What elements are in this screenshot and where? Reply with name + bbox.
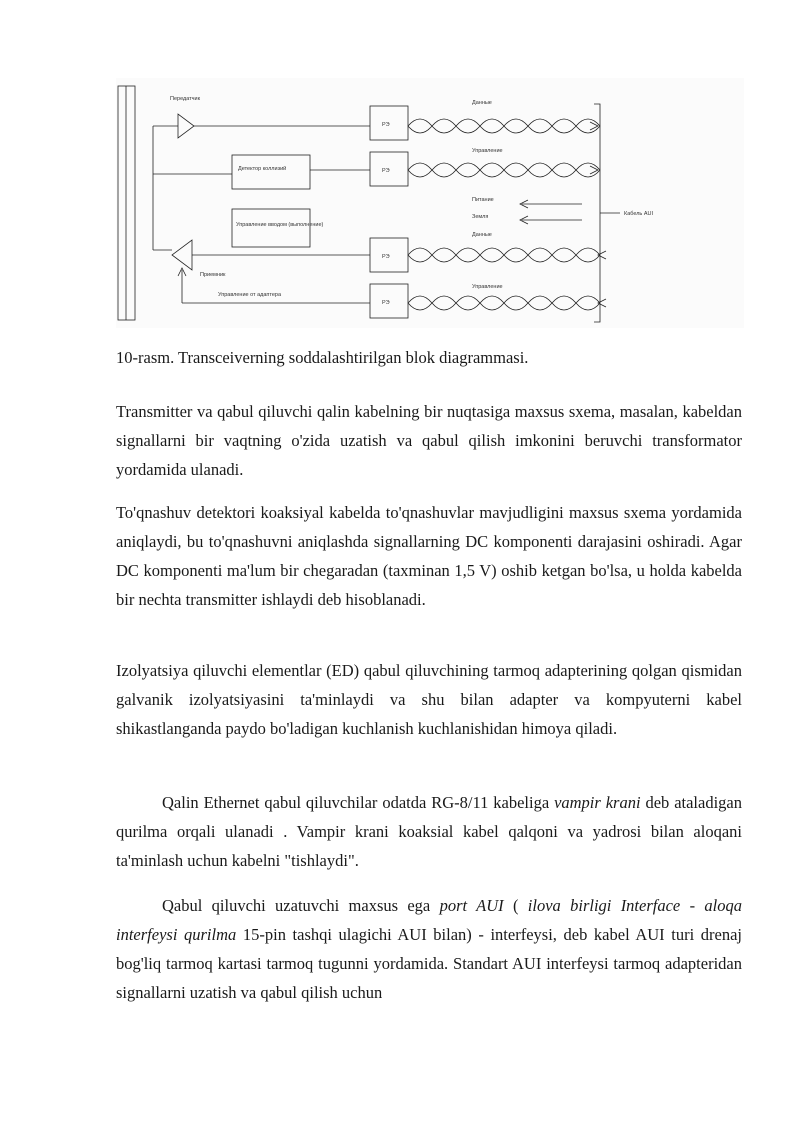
label-aui-cable: Кабель AUI	[624, 211, 653, 217]
p5-text-e: 15-pin tashqi ulagichi AUI bilan) - interfeysi, deb kabel AUI turi drenaj bog'liq tarmoq kartasi tarmoq tugunni yordamida. Standart AUI interfeysi tarmoq adapteridan signallarni uzatish va qabul qilish uchun	[116, 925, 743, 1002]
coax-cable	[118, 86, 135, 320]
label-transmitter: Передатчик	[170, 96, 201, 102]
label-iso-4: РЭ	[382, 300, 390, 306]
label-detector: Детектор коллизий	[238, 166, 287, 172]
paragraph-isolation: Izolyatsiya qiluvchi elementlar (ED) qabul qiluvchining tarmoq adapterining qolgan qismidan galvanik izolyatsiyasini ta'minlaydi va shu bilan adapter va kompyuterni kabel shikastlanganda paydo bo'ladigan kuchlanish kuchlanishidan himoya qiladi.	[116, 661, 742, 738]
p5-text-a: Qabul qiluvchi uzatuvchi maxsus ega	[162, 896, 440, 915]
label-power: Питание	[472, 197, 494, 203]
control-box	[232, 209, 310, 247]
label-data-out: Данные	[472, 100, 492, 106]
paragraph-transmitter: Transmitter va qabul qiluvchi qalin kabelning bir nuqtasiga maxsus sxema, masalan, kabeldan signallarni bir vaqtning o'zida uzatish va qabul qilish imkonini beruvchi transformator yordamida ulanadi.	[116, 402, 742, 479]
twisted-pair-4	[408, 296, 600, 310]
p4-text-start: Qalin Ethernet qabul qiluvchilar odatda RG-8/11 kabeliga	[162, 793, 555, 812]
label-control-out: Управление	[472, 148, 503, 154]
label-iso-3: РЭ	[382, 254, 390, 260]
receiver-triangle	[172, 240, 192, 270]
label-control-in: Управление	[472, 284, 503, 290]
label-receiver: Приемник	[200, 272, 226, 278]
p5-italic-port: port AUI	[439, 896, 504, 915]
twisted-pair-3	[408, 248, 600, 262]
diagram-svg	[116, 78, 744, 328]
p5-italic-interface: ilova birligi Interface - aloqa interfeysi qurilma	[116, 896, 742, 944]
p4-text-end: deb ataladigan qurilma orqali ulanadi . Vampir krani koaksial kabel qalqoni va yadrosi bilan aloqani ta'minlash uchun kabelni "tishlaydi".	[116, 793, 742, 870]
paragraph-aui-port	[116, 891, 742, 1007]
collision-detector-box	[232, 155, 310, 189]
aui-bracket	[594, 104, 600, 322]
paragraph-vampire-tap	[116, 788, 742, 875]
transmitter-triangle	[178, 114, 194, 138]
figure-caption: 10-rasm. Transceiverning soddalashtirilgan blok diagrammasi.	[116, 348, 529, 367]
label-control: Управление вводом (выполнение)	[236, 222, 324, 228]
label-control-from-adapter: Управление от адаптера	[218, 292, 282, 298]
twisted-pair-1	[408, 119, 600, 133]
label-iso-1: РЭ	[382, 122, 390, 128]
transceiver-block-diagram	[116, 78, 744, 328]
paragraph-collision-detector: To'qnashuv detektori koaksiyal kabelda to'qnashuvlar mavjudligini maxsus sxema yordamida aniqlaydi, bu to'qnashuvni aniqlashda signallarning DC komponenti darajasini oshiradi. Agar DC komponenti ma'lum bir chegaradan (taxminan 1,5 V) oshib ketgan bo'lsa, u holda kabelda bir nechta transmitter ishlaydi deb hisoblanadi.	[116, 503, 742, 609]
label-iso-2: РЭ	[382, 168, 390, 174]
p4-italic-term: vampir krani	[554, 793, 641, 812]
label-data-in: Данные	[472, 232, 492, 238]
twisted-pair-2	[408, 163, 600, 177]
p5-text-c: (	[503, 896, 528, 915]
label-ground: Земля	[472, 214, 489, 220]
